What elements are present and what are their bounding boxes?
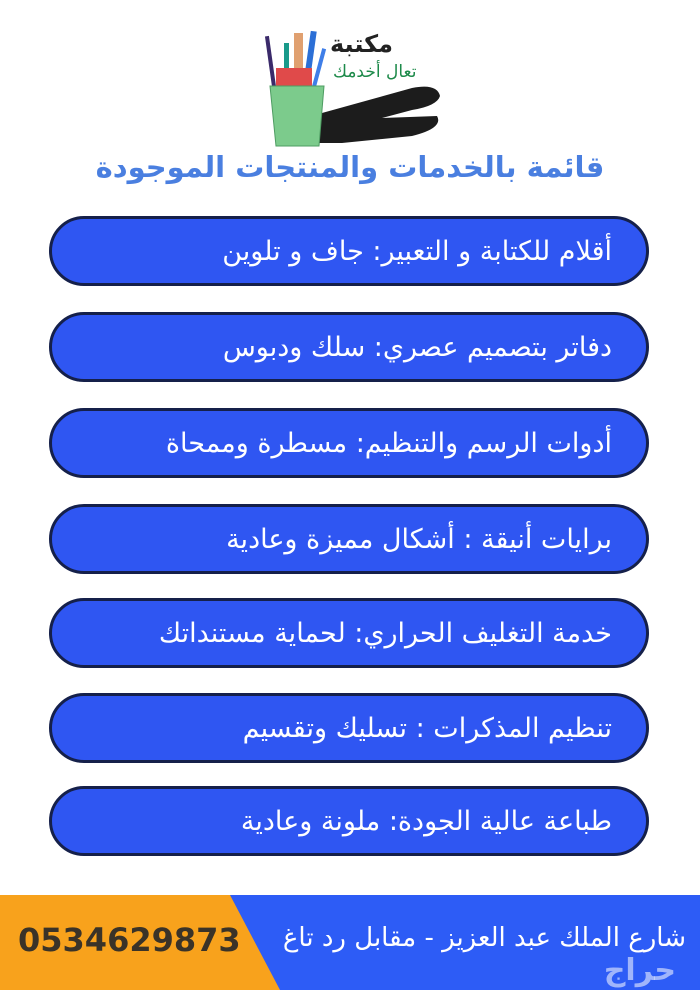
service-label: أقلام للكتابة و التعبير: جاف و تلوين: [222, 235, 612, 267]
service-label: تنظيم المذكرات : تسليك وتقسيم: [242, 712, 612, 744]
brand-name: مكتبة: [330, 30, 393, 58]
page-title: قائمة بالخدمات والمنتجات الموجودة: [95, 150, 605, 184]
service-item: [49, 408, 649, 478]
service-label: خدمة التغليف الحراري: لحماية مستنداتك: [158, 617, 612, 649]
service-item: [49, 312, 649, 382]
watermark: حراج: [603, 953, 676, 988]
service-label: برايات أنيقة : أشكال مميزة وعادية: [226, 523, 612, 555]
service-label: دفاتر بتصميم عصري: سلك ودبوس: [222, 331, 612, 363]
service-item: [49, 598, 649, 668]
brand-slogan: تعال أخدمك: [333, 62, 417, 82]
footer-bar: [0, 895, 700, 990]
service-item: [49, 216, 649, 286]
service-item: [49, 504, 649, 574]
service-label: طباعة عالية الجودة: ملونة وعادية: [240, 805, 612, 837]
address: شارع الملك عبد العزيز - مقابل رد تاغ: [282, 923, 686, 953]
phone-number: 0534629873: [18, 921, 241, 959]
service-item: [49, 693, 649, 763]
service-item: [49, 786, 649, 856]
service-label: أدوات الرسم والتنظيم: مسطرة وممحاة: [165, 427, 612, 459]
